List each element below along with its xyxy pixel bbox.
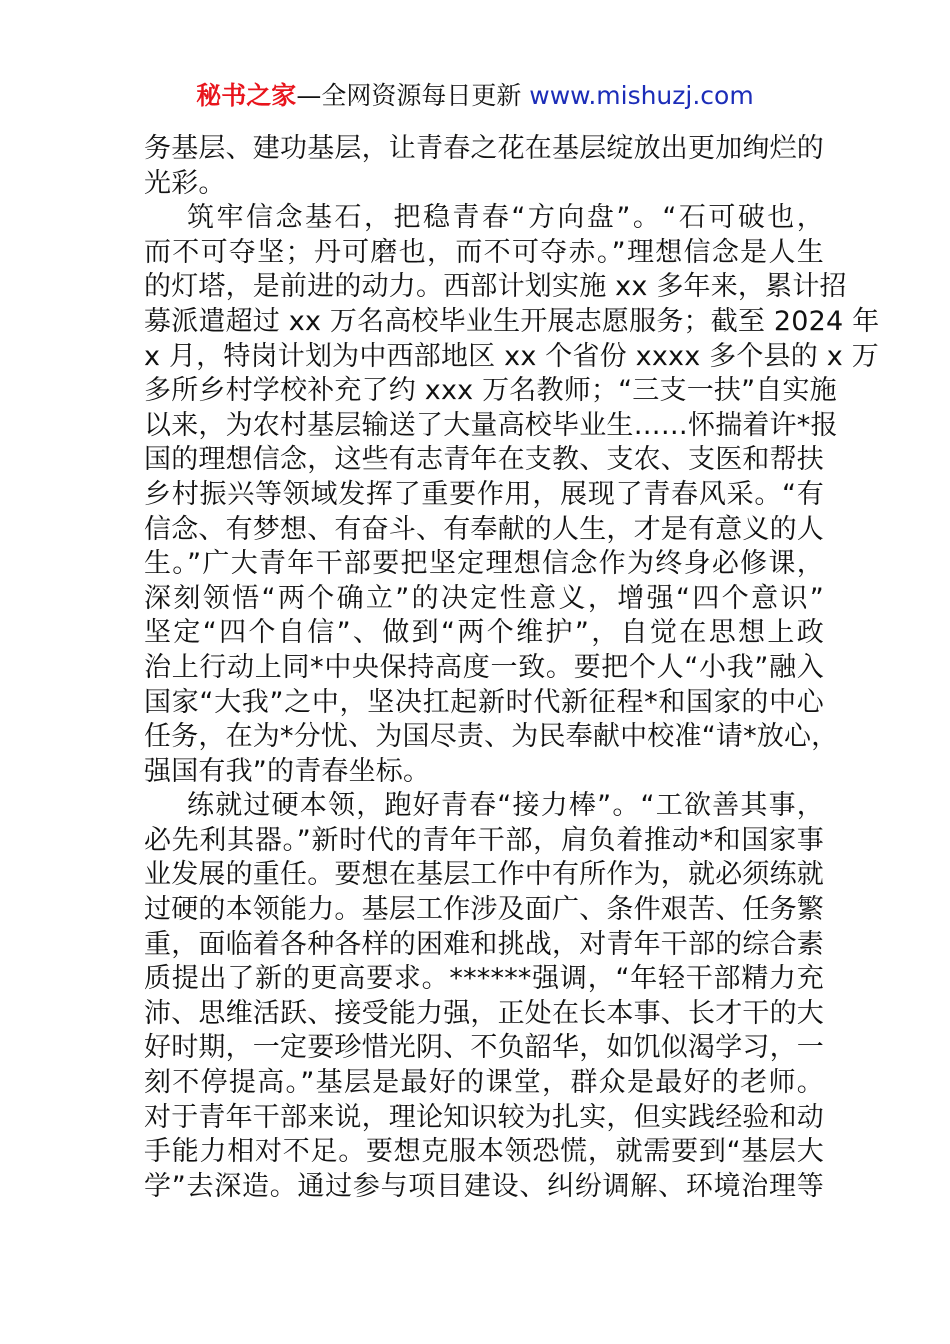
- text-line: 刻不停提高。”基层是最好的课堂，群众是最好的老师。: [144, 1067, 824, 1099]
- text-line: 募派遣超过 xx 万名高校毕业生开展志愿服务；截至 2024 年: [144, 305, 880, 337]
- text-line: 坚定“四个自信”、做到“两个维护”，自觉在思想上政: [144, 617, 824, 649]
- text-line: 生。”广大青年干部要把坚定理想信念作为终身必修课，: [144, 548, 824, 580]
- text-line: 的灯塔，是前进的动力。西部计划实施 xx 多年来，累计招: [144, 271, 847, 303]
- text-line: 学”去深造。通过参与项目建设、纠纷调解、环境治理等: [144, 1170, 824, 1202]
- paragraph-first-line: 练就过硬本领，跑好青春“接力棒”。“工欲善其事，: [187, 790, 824, 822]
- text-line: 对于青年干部来说，理论知识较为扎实，但实践经验和动: [144, 1101, 824, 1133]
- text-line: 过硬的本领能力。基层工作涉及面广、条件艰苦、任务繁: [144, 894, 824, 926]
- text-line: 务基层、建功基层，让青春之花在基层绽放出更加绚烂的: [144, 133, 824, 164]
- text-line: 必先利其器。”新时代的青年干部，肩负着推动*和国家事: [144, 824, 824, 856]
- text-line: 乡村振兴等领域发挥了重要作用，展现了青春风采。“有: [144, 478, 824, 510]
- site-slogan: —全网资源每日更新: [296, 81, 522, 110]
- text-line: 业发展的重任。要想在基层工作中有所作为，就必须练就: [144, 859, 824, 891]
- text-line: 好时期，一定要珍惜光阴、不负韶华，如饥似渴学习，一: [144, 1032, 824, 1064]
- text-line: 沛、思维活跃、接受能力强，正处在长本事、长才干的大: [144, 997, 824, 1029]
- text-line: 深刻领悟“两个确立”的决定性意义，增强“四个意识”: [144, 582, 824, 614]
- text-line: 质提出了新的更高要求。******强调，“年轻干部精力充: [144, 963, 824, 995]
- text-line: 信念、有梦想、有奋斗、有奉献的人生，才是有意义的人: [144, 513, 824, 545]
- text-line: 多所乡村学校补充了约 xxx 万名教师；“三支一扶”自实施: [144, 375, 837, 407]
- text-line: 国家“大我”之中，坚决扛起新时代新征程*和国家的中心: [144, 686, 824, 718]
- document-body: [144, 132, 880, 1204]
- text-line: 以来，为农村基层输送了大量高校毕业生……怀揣着许*报: [144, 409, 838, 441]
- paragraph-first-line: 筑牢信念基石，把稳青春“方向盘”。“石可破也，: [187, 202, 824, 234]
- text-line: 强国有我”的青春坐标。: [144, 755, 431, 787]
- text-line: 而不可夺坚；丹可磨也，而不可夺赤。”理想信念是人生: [144, 236, 824, 268]
- text-line: x 月，特岗计划为中西部地区 xx 个省份 xxxx 多个县的 x 万: [144, 340, 879, 372]
- site-url-link[interactable]: www.mishuzj.com: [521, 81, 754, 110]
- text-line: 治上行动上同*中央保持高度一致。要把个人“小我”融入: [144, 651, 824, 683]
- text-line: 国的理想信念，这些有志青年在支教、支农、支医和帮扶: [144, 444, 824, 476]
- site-brand: 秘书之家: [196, 81, 297, 110]
- text-line: 光彩。: [144, 167, 226, 199]
- site-header: [0, 80, 950, 112]
- text-line: 手能力相对不足。要想克服本领恐慌，就需要到“基层大: [144, 1136, 824, 1168]
- text-line: 任务，在为*分忧、为国尽责、为民奉献中校准“请*放心，: [144, 721, 839, 753]
- text-line: 重，面临着各种各样的困难和挑战，对青年干部的综合素: [144, 928, 824, 960]
